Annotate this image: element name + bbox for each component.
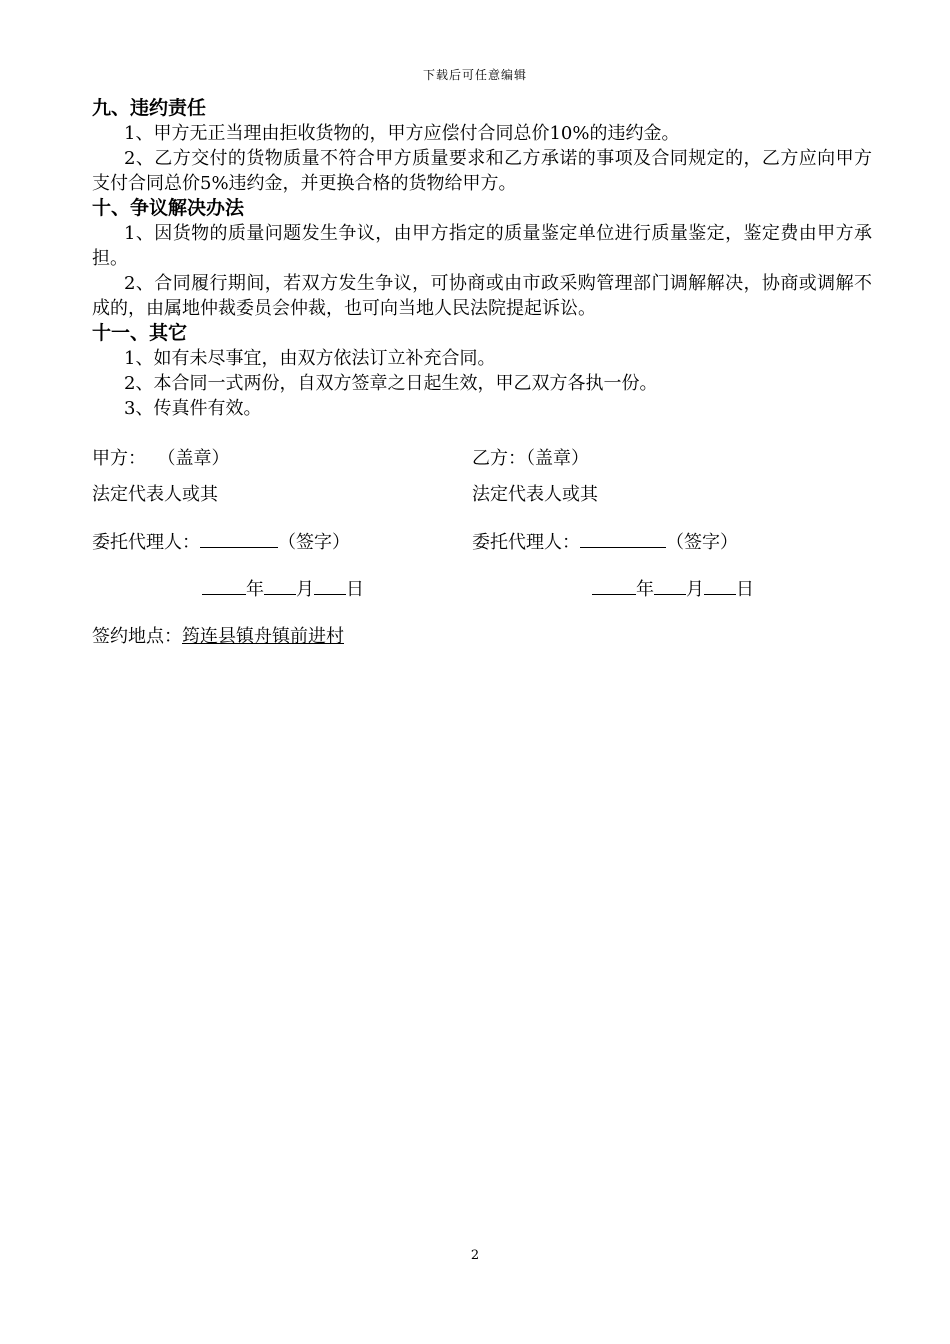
paragraph: 1、甲方无正当理由拒收货物的，甲方应偿付合同总价10%的违约金。 <box>124 123 680 144</box>
paragraph: 1、因货物的质量问题发生争议，由甲方指定的质量鉴定单位进行质量鉴定，鉴定费由甲方承担。 <box>92 223 872 269</box>
day-label: 日 <box>346 579 364 600</box>
day-blank[interactable] <box>704 576 736 595</box>
paragraph: 2、合同履行期间，若双方发生争议，可协商或由市政采购管理部门调解解决，协商或调解不成的，由属地仲裁委员会仲裁，也可向当地人民法院提起诉讼。 <box>92 273 872 319</box>
month-label: 月 <box>686 579 704 600</box>
signing-location <box>92 624 344 650</box>
section-title-breach: 九、违约责任 <box>92 97 207 119</box>
party-b-seal: 乙方：（盖章） <box>472 448 589 469</box>
agent-label: 委托代理人： <box>92 532 200 553</box>
sign-label: （签字） <box>666 532 738 553</box>
location-label: 签约地点： <box>92 626 182 647</box>
page-number: 2 <box>470 1248 480 1263</box>
party-a-agent <box>92 529 350 556</box>
month-blank[interactable] <box>264 576 296 595</box>
party-a-date <box>202 576 364 603</box>
paragraph: 1、如有未尽事宜，由双方依法订立补充合同。 <box>124 348 496 369</box>
party-b-representative: 法定代表人或其 <box>472 484 598 505</box>
party-a-seal: 甲方： （盖章） <box>92 448 230 469</box>
sign-label: （签字） <box>278 532 350 553</box>
location-value: 筠连县镇舟镇前进村 <box>182 626 344 647</box>
party-b-agent <box>472 529 738 556</box>
year-blank[interactable] <box>592 576 636 595</box>
year-label: 年 <box>636 579 654 600</box>
month-blank[interactable] <box>654 576 686 595</box>
agent-label: 委托代理人： <box>472 532 580 553</box>
paragraph: 3、传真件有效。 <box>124 398 262 419</box>
signature-block <box>92 446 852 656</box>
party-a-representative: 法定代表人或其 <box>92 484 218 505</box>
party-b-date <box>592 576 754 603</box>
paragraph: 2、本合同一式两份，自双方签章之日起生效，甲乙双方各执一份。 <box>124 373 658 394</box>
contract-body <box>92 96 872 421</box>
page-header: 下载后可任意编辑 <box>422 68 527 82</box>
section-title-dispute: 十、争议解决办法 <box>92 197 245 219</box>
signature-blank[interactable] <box>200 529 278 548</box>
signature-blank[interactable] <box>580 529 666 548</box>
paragraph: 2、乙方交付的货物质量不符合甲方质量要求和乙方承诺的事项及合同规定的，乙方应向甲方支付合同总价5%违约金，并更换合格的货物给甲方。 <box>92 148 872 194</box>
month-label: 月 <box>296 579 314 600</box>
year-blank[interactable] <box>202 576 246 595</box>
section-title-other: 十一、其它 <box>92 322 188 344</box>
year-label: 年 <box>246 579 264 600</box>
day-blank[interactable] <box>314 576 346 595</box>
day-label: 日 <box>736 579 754 600</box>
